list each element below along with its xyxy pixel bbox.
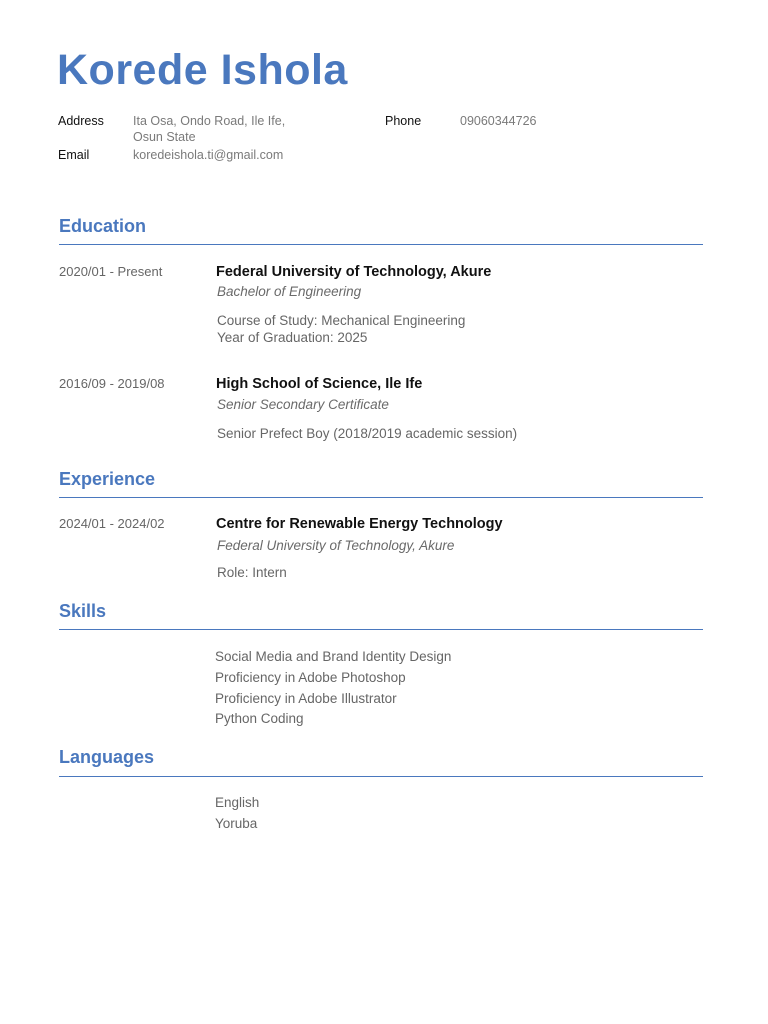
address-line-1: Ita Osa, Ondo Road, Ile Ife, (133, 114, 286, 128)
education-details-1 (217, 313, 465, 346)
experience-organization-1: Centre for Renewable Energy Technology (216, 516, 503, 532)
experience-heading: Experience (59, 469, 156, 489)
education-institution-2: High School of Science, Ile Ife (216, 376, 423, 392)
education-degree-1: Bachelor of Engineering (217, 284, 362, 299)
education-detail-graduation: Year of Graduation: 2025 (217, 329, 368, 345)
education-date-1: 2020/01 - Present (59, 264, 163, 279)
experience-date-1: 2024/01 - 2024/02 (59, 516, 165, 531)
email-label: Email (58, 148, 90, 162)
skill-item: Python Coding (215, 711, 304, 727)
languages-heading: Languages (59, 747, 155, 767)
address-line-2: Osun State (133, 130, 196, 144)
language-item: Yoruba (215, 815, 258, 831)
languages-list (215, 793, 259, 835)
resume-name: Korede Ishola (57, 46, 348, 94)
education-detail-course: Course of Study: Mechanical Engineering (217, 313, 466, 328)
phone-value: 09060344726 (460, 114, 537, 128)
education-institution-1: Federal University of Technology, Akure (216, 264, 492, 280)
education-detail-prefect: Senior Prefect Boy (2018/2019 academic session) (217, 426, 518, 441)
experience-affiliation-1: Federal University of Technology, Akure (217, 538, 455, 553)
education-heading: Education (59, 216, 147, 236)
skills-heading: Skills (59, 601, 107, 621)
language-item: English (215, 795, 260, 810)
experience-divider (59, 497, 703, 498)
education-divider (59, 244, 703, 245)
address-label: Address (58, 114, 104, 128)
education-degree-2: Senior Secondary Certificate (217, 397, 389, 412)
email-value: koredeishola.ti@gmail.com (133, 148, 284, 162)
languages-divider (59, 776, 703, 777)
phone-label: Phone (385, 114, 422, 128)
experience-role-1: Role: Intern (217, 565, 287, 580)
skill-item: Proficiency in Adobe Illustrator (215, 690, 397, 706)
skill-item: Proficiency in Adobe Photoshop (215, 669, 406, 685)
skill-item: Social Media and Brand Identity Design (215, 649, 452, 664)
skills-list (215, 647, 451, 730)
address-value (133, 113, 285, 145)
skills-divider (59, 629, 703, 630)
education-date-2: 2016/09 - 2019/08 (59, 376, 165, 391)
